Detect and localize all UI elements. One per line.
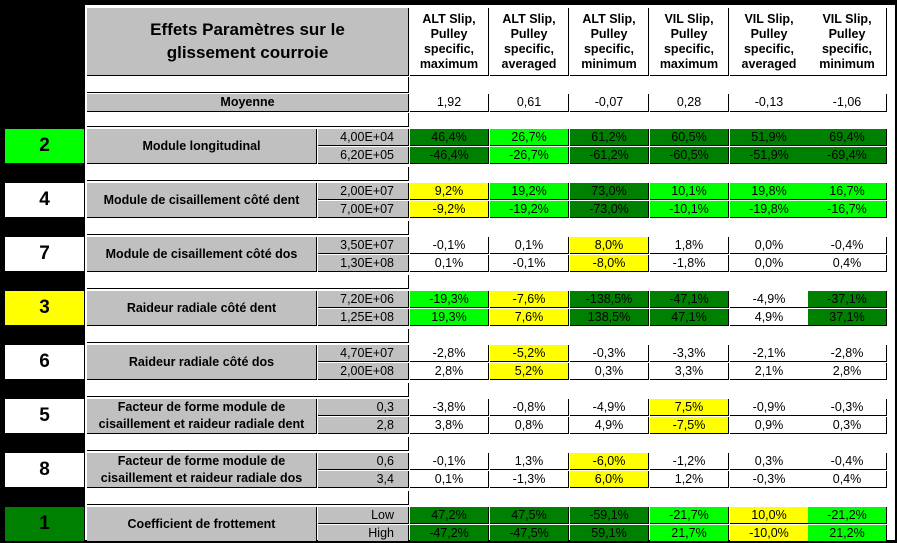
effect-value: -3,8% [410,399,489,416]
moyenne-value: 0,28 [650,94,729,112]
effect-value: 60,5% [650,129,729,146]
effect-value: -3,3% [650,345,729,362]
effect-value: 47,5% [490,507,569,524]
spacer-row [87,383,409,397]
effect-value: 0,0% [730,255,809,272]
effect-value: 0,1% [410,255,489,272]
rank-badge: 7 [5,237,85,272]
effect-value: -0,3% [570,345,649,362]
effect-value: -2,8% [808,345,887,362]
rank-badge: 2 [5,129,85,164]
effect-value: 0,8% [490,417,569,434]
effect-value: -0,4% [808,453,887,470]
effect-value: -10,0% [730,525,809,542]
parameter-level: Low [318,507,409,524]
effect-value: 7,6% [490,309,569,326]
effect-value: -46,4% [410,147,489,164]
effect-value: -8,0% [570,255,649,272]
column-header: VIL Slip, Pulley specific, averaged [730,8,809,76]
column-header: ALT Slip, Pulley specific, averaged [490,8,569,76]
effect-value: -1,3% [490,471,569,488]
effect-value: -0,8% [490,399,569,416]
parameter-name: Facteur de forme module de cisaillement et raideur radiale dos [87,453,317,488]
effect-value: -37,1% [808,291,887,308]
column-header: VIL Slip, Pulley specific, minimum [808,8,887,76]
parameter-level: 2,00E+08 [318,363,409,380]
effect-value: -51,9% [730,147,809,164]
column-header: ALT Slip, Pulley specific, maximum [410,8,489,76]
effect-value: 21,2% [808,525,887,542]
effect-value: 61,2% [570,129,649,146]
effect-value: -9,2% [410,201,489,218]
rank-badge: 6 [5,345,85,380]
parameter-level: 4,00E+04 [318,129,409,146]
effect-value: 19,3% [410,309,489,326]
effect-value: 10,0% [730,507,809,524]
parameter-level: 4,70E+07 [318,345,409,362]
spacer-row [87,113,409,127]
parameter-level: 1,25E+08 [318,309,409,326]
rank-badge: 8 [5,453,85,488]
spacer-row [87,77,409,93]
effect-value: -0,3% [808,399,887,416]
effect-value: -16,7% [808,201,887,218]
effect-value: 73,0% [570,183,649,200]
effect-value: 7,5% [650,399,729,416]
parameter-name: Raideur radiale côté dos [87,345,317,380]
moyenne-value: -0,07 [570,94,649,112]
effect-value: 5,2% [490,363,569,380]
effect-value: -1,2% [650,453,729,470]
spacer-row [87,221,409,235]
parameter-level: High [318,525,409,542]
effect-value: 16,7% [808,183,887,200]
effect-value: 0,3% [570,363,649,380]
effect-value: 138,5% [570,309,649,326]
effect-value: -19,3% [410,291,489,308]
effect-value: -138,5% [570,291,649,308]
effect-value: 3,3% [650,363,729,380]
effect-value: 4,9% [730,309,809,326]
effect-value: -2,8% [410,345,489,362]
effect-value: -0,4% [808,237,887,254]
spacer-row [87,167,409,181]
parameter-name: Module de cisaillement côté dent [87,183,317,218]
parameter-level: 2,8 [318,417,409,434]
parameter-name: Facteur de forme module de cisaillement et raideur radiale dent [87,399,317,434]
effect-value: -59,1% [570,507,649,524]
effect-value: -0,1% [410,237,489,254]
effect-value: -6,0% [570,453,649,470]
effect-value: -5,2% [490,345,569,362]
moyenne-value: -1,06 [808,94,887,112]
parameter-level: 6,20E+05 [318,147,409,164]
effect-value: -10,1% [650,201,729,218]
effect-value: 8,0% [570,237,649,254]
effect-value: -69,4% [808,147,887,164]
effect-value: -21,7% [650,507,729,524]
effect-value: -0,9% [730,399,809,416]
column-header: VIL Slip, Pulley specific, maximum [650,8,729,76]
effect-value: -19,8% [730,201,809,218]
spacer-row [87,437,409,451]
effect-value: 26,7% [490,129,569,146]
parameter-level: 7,00E+07 [318,201,409,218]
effect-value: 47,1% [650,309,729,326]
effect-value: 0,4% [808,471,887,488]
rank-badge: 5 [5,399,85,434]
effect-value: 59,1% [570,525,649,542]
effect-value: 0,4% [808,255,887,272]
moyenne-label: Moyenne [87,94,409,112]
moyenne-value: -0,13 [730,94,809,112]
parameter-name: Module de cisaillement côté dos [87,237,317,272]
effect-value: 47,2% [410,507,489,524]
effect-value: 0,3% [730,453,809,470]
effect-value: -47,2% [410,525,489,542]
effect-value: 1,2% [650,471,729,488]
effect-value: -26,7% [490,147,569,164]
effect-value: -4,9% [570,399,649,416]
spacer-row [87,329,409,343]
effect-value: 0,1% [410,471,489,488]
effect-value: 0,3% [808,417,887,434]
effect-value: 2,8% [410,363,489,380]
effect-value: -21,2% [808,507,887,524]
spacer-row [87,491,409,505]
effect-value: 2,8% [808,363,887,380]
parameter-name: Coefficient de frottement [87,507,317,542]
effect-value: 46,4% [410,129,489,146]
effect-value: 6,0% [570,471,649,488]
effect-value: -1,8% [650,255,729,272]
effect-value: 19,8% [730,183,809,200]
effect-value: 4,9% [570,417,649,434]
effect-value: 51,9% [730,129,809,146]
effect-value: -60,5% [650,147,729,164]
effect-value: -73,0% [570,201,649,218]
effect-value: -7,6% [490,291,569,308]
effect-value: -61,2% [570,147,649,164]
effect-value: 1,8% [650,237,729,254]
parameter-level: 3,50E+07 [318,237,409,254]
parameter-level: 3,4 [318,471,409,488]
effect-value: -47,5% [490,525,569,542]
column-header: ALT Slip, Pulley specific, minimum [570,8,649,76]
rank-badge: 3 [5,291,85,326]
effect-value: 10,1% [650,183,729,200]
moyenne-value: 1,92 [410,94,489,112]
effect-value: -0,3% [730,471,809,488]
effect-value: 9,2% [410,183,489,200]
effect-value: 21,7% [650,525,729,542]
effect-value: -0,1% [410,453,489,470]
effect-value: 0,0% [730,237,809,254]
spacer-row [87,275,409,289]
effect-value: 37,1% [808,309,887,326]
effect-value: 1,3% [490,453,569,470]
table-title: Effets Paramètres sur le glissement courroie [87,8,409,76]
parameter-level: 0,3 [318,399,409,416]
effect-value: 0,9% [730,417,809,434]
effect-value: -7,5% [650,417,729,434]
parameter-name: Raideur radiale côté dent [87,291,317,326]
parameter-name: Module longitudinal [87,129,317,164]
effect-value: -0,1% [490,255,569,272]
parameter-level: 1,30E+08 [318,255,409,272]
rank-badge: 1 [5,507,85,542]
effect-value: 3,8% [410,417,489,434]
parameter-level: 0,6 [318,453,409,470]
effect-value: -47,1% [650,291,729,308]
moyenne-value: 0,61 [490,94,569,112]
effect-value: 0,1% [490,237,569,254]
effect-value: 19,2% [490,183,569,200]
effect-value: -4,9% [730,291,809,308]
effect-value: 2,1% [730,363,809,380]
effect-value: -2,1% [730,345,809,362]
parameter-level: 2,00E+07 [318,183,409,200]
rank-badge: 4 [5,183,85,218]
effect-value: 69,4% [808,129,887,146]
parameter-level: 7,20E+06 [318,291,409,308]
effect-value: -19,2% [490,201,569,218]
